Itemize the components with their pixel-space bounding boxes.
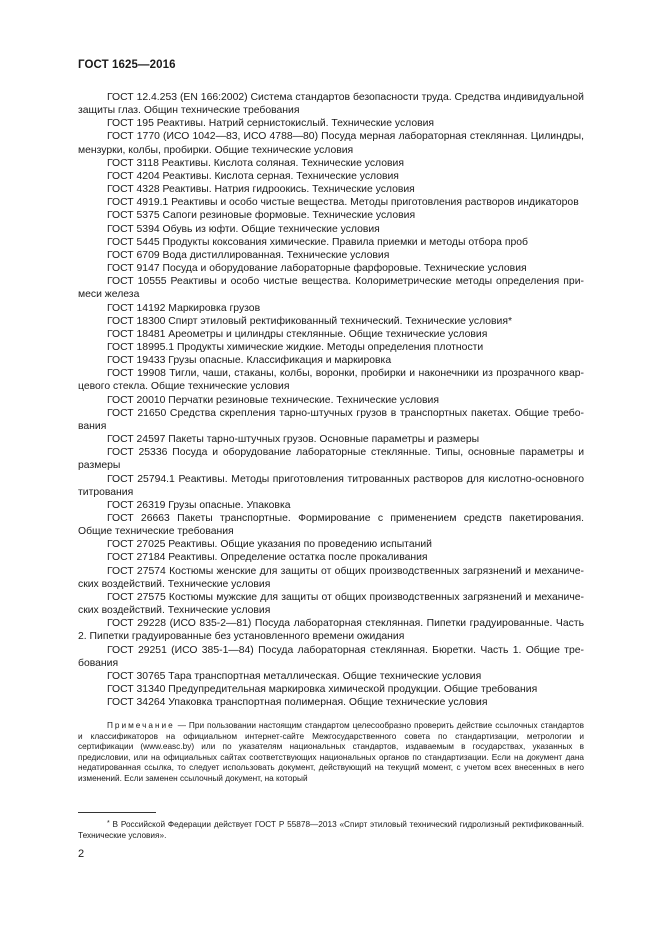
reference-item: ГОСТ 26663 Пакеты транспортные. Формирование с применением средств пакетирования. Общие технические требования: [78, 513, 584, 538]
reference-item: ГОСТ 27575 Костюмы мужские для защиты от общих производственных загрязнений и механических воздействий. Технические условия: [78, 591, 584, 617]
reference-item: ГОСТ 30765 Тара транспортная металлическая. Общие технические условия: [107, 670, 482, 682]
footnote-text: В Российской Федерации действует ГОСТ Р 55878—2013 «Спирт этиловый технический гидролизный ректификованный. Технические условия».: [78, 820, 584, 840]
reference-item: ГОСТ 25794.1 Реактивы. Методы приготовления титрованных растворов для кислотно-основного титрования: [78, 473, 584, 498]
reference-item: ГОСТ 29228 (ИСО 835-2—81) Посуда лабораторная стеклянная. Пипетки градуированные. Часть 2. Пипетки градуированные без установленного времени ожидания: [78, 618, 584, 643]
footnote: [78, 820, 584, 841]
reference-item: ГОСТ 31340 Предупредительная маркировка химической продукции. Общие требования: [107, 684, 538, 696]
note-paragraph: [78, 721, 584, 785]
reference-item: ГОСТ 5445 Продукты коксования химические. Правила приемки и методы отбора проб: [107, 236, 528, 248]
reference-item: ГОСТ 27184 Реактивы. Определение остатка после прокаливания: [107, 552, 428, 564]
note-label: Примечание: [107, 721, 175, 730]
reference-item: ГОСТ 4328 Реактивы. Натрия гидроокись. Технические условия: [107, 184, 415, 196]
reference-item: ГОСТ 26319 Грузы опасные. Упаковка: [107, 499, 291, 511]
reference-item: ГОСТ 5375 Сапоги резиновые формовые. Технические условия: [107, 210, 416, 222]
reference-item: ГОСТ 4919.1 Реактивы и особо чистые вещества. Методы приготовления растворов индикаторов: [107, 197, 579, 209]
reference-item: ГОСТ 14192 Маркировка грузов: [107, 302, 261, 314]
reference-item: ГОСТ 3118 Реактивы. Кислота соляная. Технические условия: [107, 157, 404, 169]
document-header: ГОСТ 1625—2016: [78, 59, 176, 71]
footnote-mark: *: [107, 820, 110, 827]
reference-item: ГОСТ 6709 Вода дистиллированная. Технические условия: [107, 249, 390, 261]
reference-item: ГОСТ 1770 (ИСО 1042—83, ИСО 4788—80) Посуда мерная лабораторная стеклянная. Цилиндры, мензурки, колбы, пробирки. Общие технические условия: [78, 131, 584, 156]
reference-item: ГОСТ 19433 Грузы опасные. Классификация и маркировка: [107, 355, 392, 367]
reference-item: ГОСТ 21650 Средства скрепления тарно-штучных грузов в транспортных пакетах. Общие требования: [78, 407, 584, 432]
footnote-divider: [78, 812, 156, 813]
reference-item: ГОСТ 18481 Ареометры и цилиндры стеклянные. Общие технические условия: [107, 328, 488, 340]
reference-item: ГОСТ 5394 Обувь из юфти. Общие технические условия: [107, 223, 380, 235]
note-text: — При пользовании настоящим стандартом целесообразно проверить действие ссылочных стандартов и классификаторов на официальном интернет-сайте Межгосударственного совета по стандартизации, метрологии и сертификации (www.easc.by) или по указателям национальных стандартов, издаваемым в государствах, указанных в предисловии, или на официальных сайтах соответствующих национальных органов по стандартизации. Если на документ дана недатированная ссылка, то следует использовать документ, действующий на текущий момент, с учетом всех внесенных в него изменений. Если заменен ссылочный документ, на который: [78, 721, 584, 783]
reference-item: ГОСТ 9147 Посуда и оборудование лабораторные фарфоровые. Технические условия: [107, 263, 527, 275]
reference-item: ГОСТ 18995.1 Продукты химические жидкие. Методы определения плотности: [107, 341, 484, 353]
reference-item: ГОСТ 25336 Посуда и оборудование лабораторные стеклянные. Типы, основные параметры и размеры: [78, 447, 584, 472]
reference-item: ГОСТ 12.4.253 (EN 166:2002) Система стандартов безопасности труда. Средства индивидуальной защиты глаз. Общин технические требования: [78, 92, 584, 117]
reference-item: ГОСТ 27025 Реактивы. Общие указания по проведению испытаний: [107, 539, 432, 551]
reference-item: ГОСТ 29251 (ИСО 385-1—84) Посуда лабораторная стеклянная. Бюретки. Часть 1. Общие требования: [78, 644, 584, 669]
reference-item: ГОСТ 20010 Перчатки резиновые технические. Технические условия: [107, 394, 439, 406]
normative-references-list: [78, 91, 584, 709]
reference-item: ГОСТ 195 Реактивы. Натрий сернистокислый. Технические условия: [107, 118, 435, 130]
reference-item: ГОСТ 4204 Реактивы. Кислота серная. Технические условия: [107, 170, 399, 182]
page-number: 2: [78, 848, 85, 860]
reference-item: ГОСТ 10555 Реактивы и особо чистые вещества. Колориметрические методы определения примеси железа: [78, 276, 584, 301]
reference-item: ГОСТ 27574 Костюмы женские для защиты от общих производственных загрязнений и механических воздействий. Технические условия: [78, 565, 584, 590]
reference-item: ГОСТ 24597 Пакеты тарно-штучных грузов. Основные параметры и размеры: [107, 434, 480, 446]
reference-item: ГОСТ 34264 Упаковка транспортная полимерная. Общие технические условия: [107, 697, 488, 709]
reference-item: ГОСТ 18300 Спирт этиловый ректификованный технический. Технические условия*: [107, 315, 513, 327]
reference-item: ГОСТ 19908 Тигли, чаши, стаканы, колбы, воронки, пробирки и наконечники из прозрачного кварцевого стекла. Общие технические условия: [78, 368, 584, 393]
